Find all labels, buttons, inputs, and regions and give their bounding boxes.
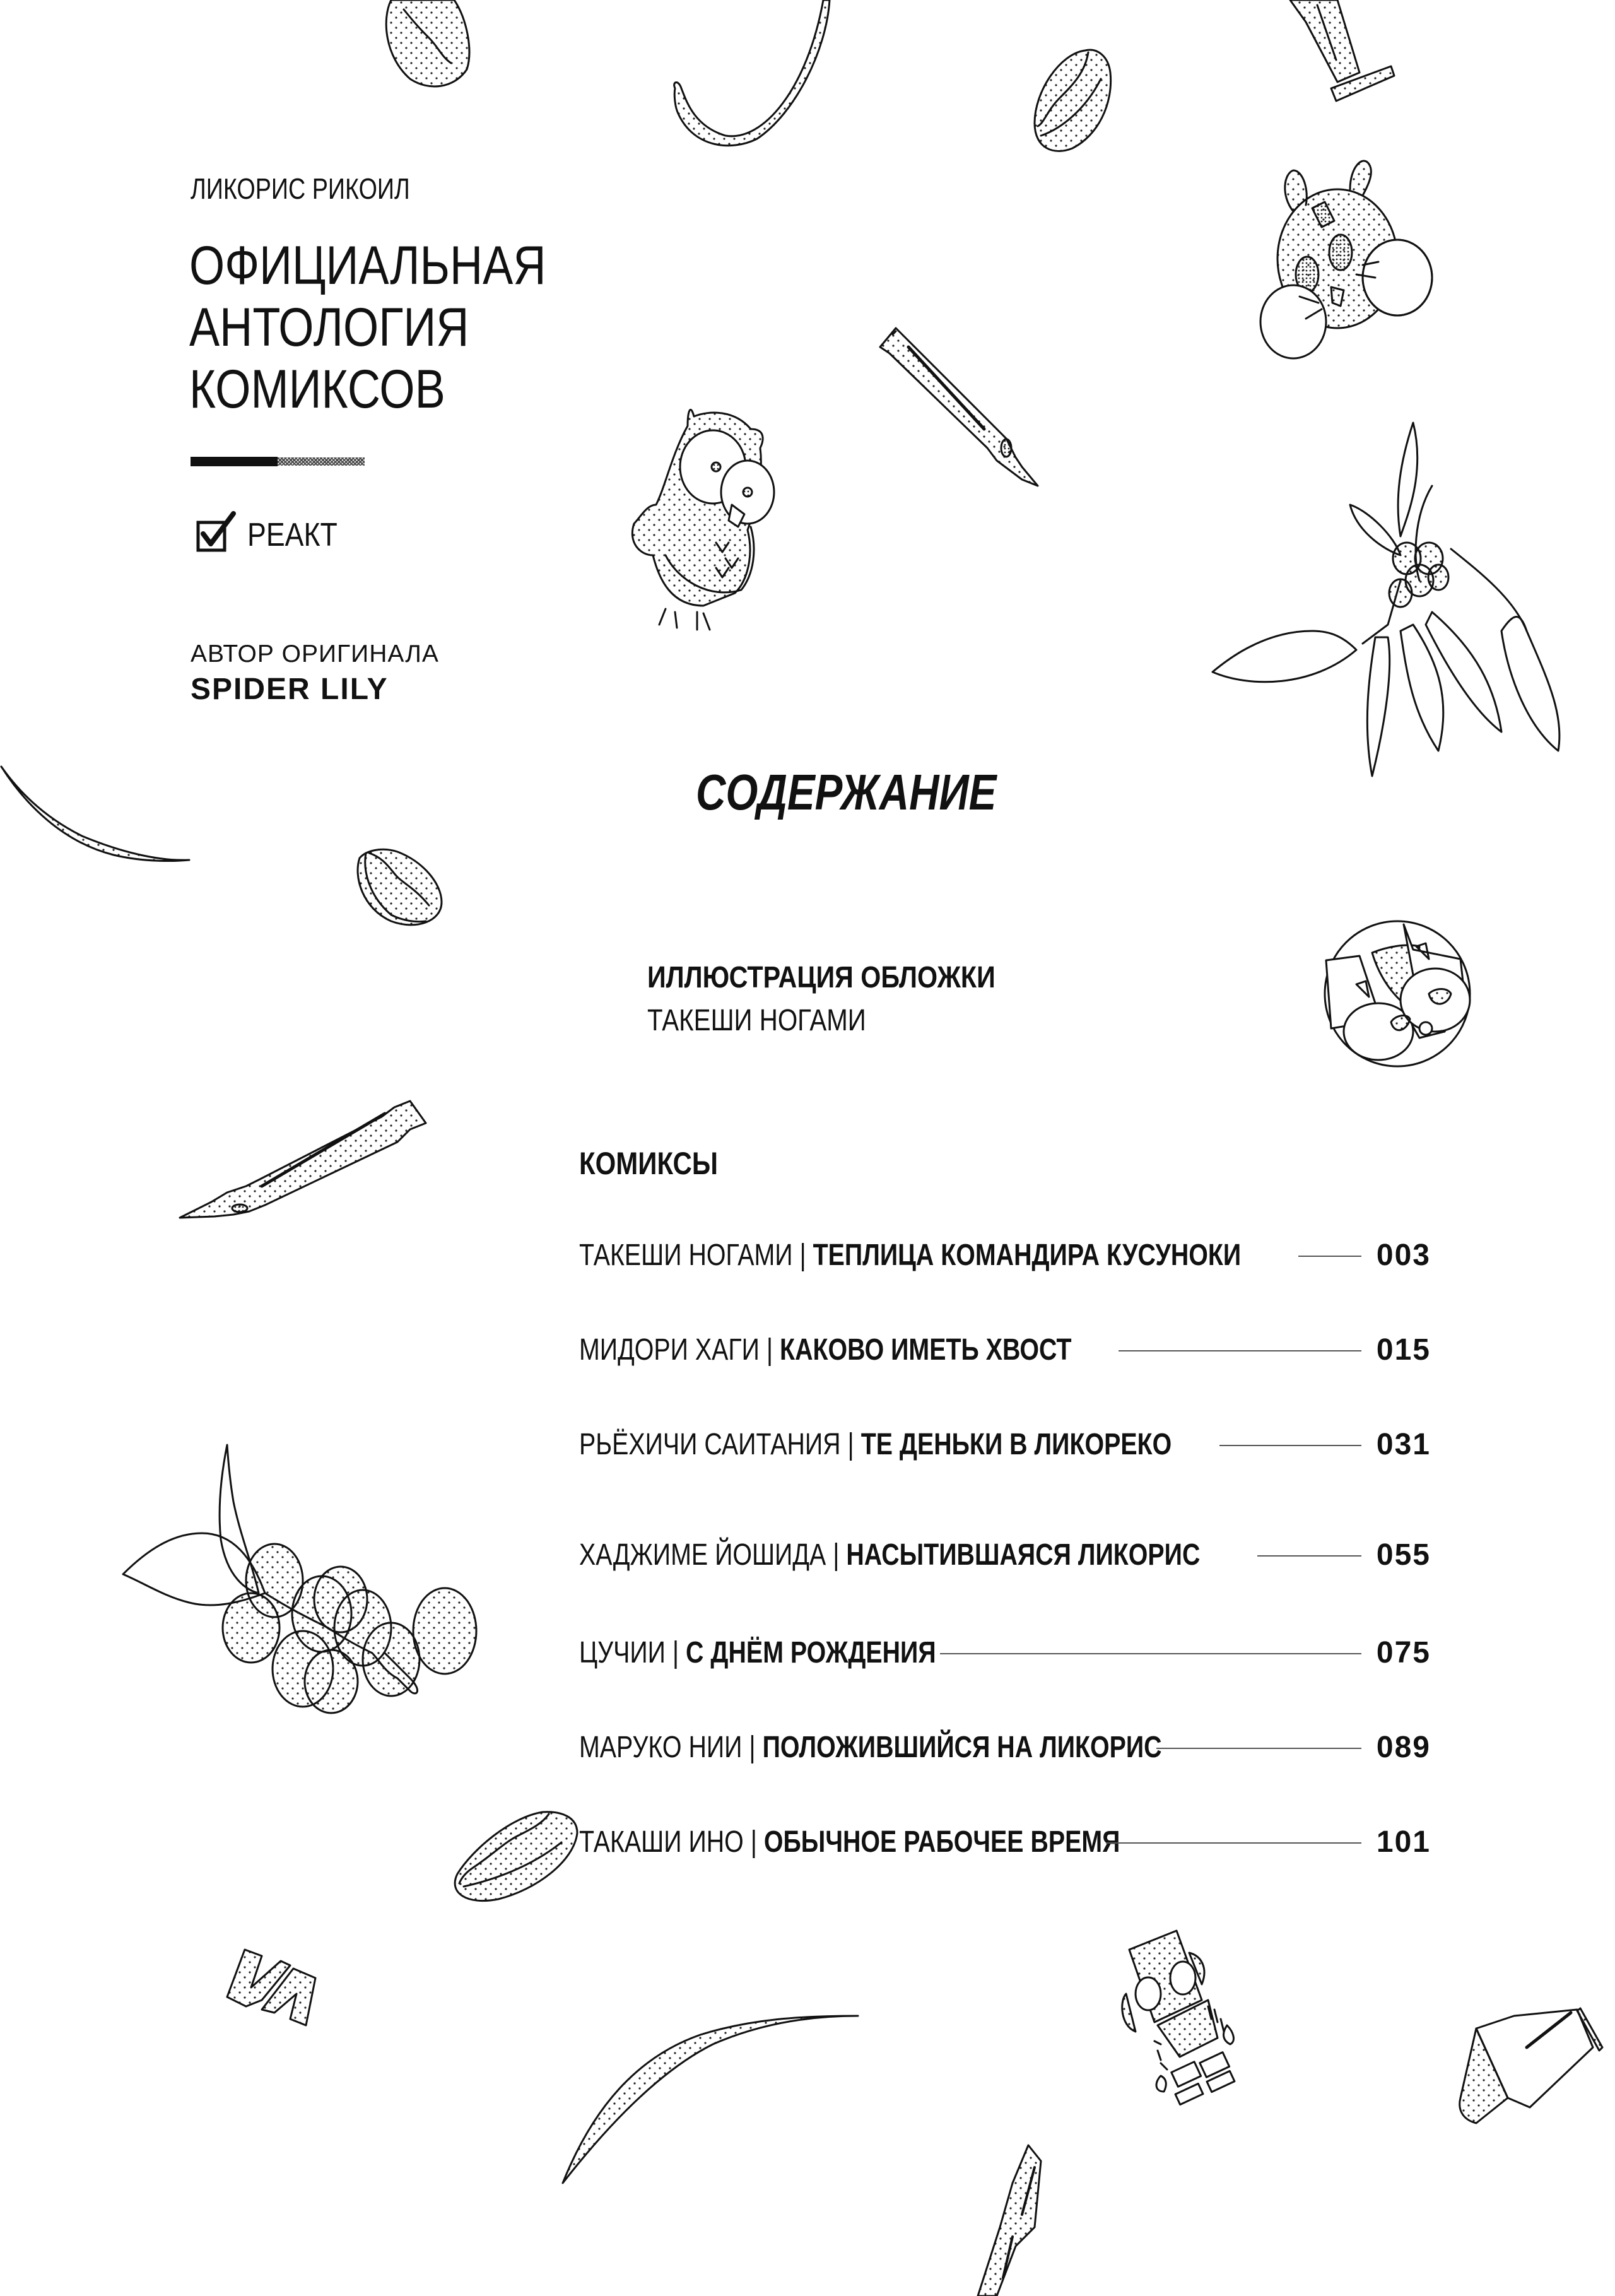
entry-separator: | bbox=[750, 1825, 757, 1859]
entry-author: МИДОРИ ХАГИ bbox=[579, 1333, 760, 1367]
coffee-bean-icon bbox=[353, 845, 448, 927]
coffee-branch-icon bbox=[1211, 423, 1602, 801]
original-author-label: АВТОР ОРИГИНАЛА bbox=[191, 640, 439, 668]
entry-page: 003 bbox=[1376, 1239, 1431, 1272]
entry-author: РЬЁХИЧИ САИТАНИЯ bbox=[579, 1428, 841, 1461]
entry-page: 075 bbox=[1376, 1636, 1431, 1669]
toc-entry[interactable] bbox=[579, 1333, 1431, 1370]
leaf-icon bbox=[561, 2000, 864, 2189]
divider-solid bbox=[191, 457, 278, 466]
cover-illustration-label bbox=[647, 960, 1052, 995]
title-divider bbox=[191, 456, 365, 468]
toc-entry[interactable] bbox=[579, 1538, 1431, 1575]
leader-line bbox=[940, 1653, 1361, 1654]
contents-heading-text: СОДЕРЖАНИЕ bbox=[696, 764, 997, 820]
coffee-branch-icon bbox=[114, 1439, 492, 1704]
contents-heading bbox=[696, 763, 1062, 821]
toc-entry[interactable] bbox=[579, 1427, 1431, 1465]
book-title-line: АНТОЛОГИЯ bbox=[189, 297, 469, 358]
leaf-icon bbox=[656, 0, 845, 155]
entry-separator: | bbox=[847, 1428, 854, 1461]
toc-entry[interactable] bbox=[579, 1825, 1431, 1863]
original-author-name: SPIDER LILY bbox=[191, 673, 389, 706]
entry-separator: | bbox=[833, 1538, 840, 1572]
leader-line bbox=[1257, 1555, 1361, 1557]
cover-illustration-artist-text: ТАКЕШИ НОГАМИ bbox=[647, 1004, 866, 1037]
react-label: РЕАКТ bbox=[247, 517, 338, 553]
entry-author: ХАДЖИМЕ ЙОШИДА bbox=[579, 1538, 826, 1572]
leader-line bbox=[1298, 1256, 1361, 1257]
cat-badge-icon bbox=[1318, 915, 1476, 1073]
pen-icon bbox=[871, 303, 1085, 511]
entry-author: ТАКАШИ ИНО bbox=[579, 1825, 744, 1859]
marker-icon bbox=[978, 2145, 1091, 2296]
entry-title: НАСЫТИВШАЯСЯ ЛИКОРИС bbox=[846, 1538, 1201, 1572]
book-title-line: ОФИЦИАЛЬНАЯ bbox=[189, 235, 546, 296]
owl-icon bbox=[621, 391, 836, 644]
entry-author: ТАКЕШИ НОГАМИ bbox=[579, 1239, 793, 1272]
toc-entry[interactable] bbox=[579, 1635, 1431, 1673]
coffee-bean-icon bbox=[1028, 47, 1117, 158]
entry-page: 089 bbox=[1376, 1731, 1431, 1764]
leader-line bbox=[1219, 1445, 1361, 1446]
entry-title: ТЕПЛИЦА КОМАНДИРА КУСУНОКИ bbox=[813, 1239, 1242, 1272]
cover-illustration-artist bbox=[647, 1003, 908, 1038]
robot-icon bbox=[1066, 1931, 1255, 2101]
leader-line bbox=[1119, 1350, 1361, 1351]
book-title bbox=[189, 235, 614, 420]
entry-separator: | bbox=[749, 1731, 756, 1764]
entry-title: ОБЫЧНОЕ РАБОЧЕЕ ВРЕМЯ bbox=[763, 1825, 1120, 1859]
entry-author: ЦУЧИИ bbox=[579, 1636, 666, 1669]
cover-illustration-label-text: ИЛЛЮСТРАЦИЯ ОБЛОЖКИ bbox=[647, 961, 995, 994]
series-name bbox=[191, 172, 458, 206]
entry-title: ТЕ ДЕНЬКИ В ЛИКОРЕКО bbox=[860, 1428, 1172, 1461]
entry-separator: | bbox=[799, 1239, 806, 1272]
entry-separator: | bbox=[766, 1333, 773, 1367]
entry-page: 031 bbox=[1376, 1428, 1431, 1461]
entry-separator: | bbox=[672, 1636, 679, 1669]
entry-page: 055 bbox=[1376, 1538, 1431, 1572]
toc-entry[interactable] bbox=[579, 1730, 1431, 1768]
leader-line bbox=[1106, 1842, 1361, 1844]
divider-hatch bbox=[278, 457, 365, 466]
entry-page: 015 bbox=[1376, 1333, 1431, 1367]
entry-title: ПОЛОЖИВШИЙСЯ НА ЛИКОРИС bbox=[762, 1731, 1162, 1764]
squirrel-icon bbox=[1255, 151, 1445, 360]
coffee-bean-icon bbox=[379, 0, 479, 95]
leader-line bbox=[1156, 1748, 1361, 1749]
series-name-text: ЛИКОРИС РИКОИЛ bbox=[191, 172, 410, 205]
logo-mark-icon bbox=[227, 1950, 416, 2044]
toc-entry[interactable] bbox=[579, 1238, 1431, 1276]
marker-icon bbox=[1287, 0, 1432, 117]
book-title-line: КОМИКСОВ bbox=[189, 359, 445, 420]
coffee-bean-icon bbox=[448, 1811, 587, 1905]
leaf-icon bbox=[0, 767, 196, 868]
entry-page: 101 bbox=[1376, 1825, 1431, 1859]
comics-section-label-text: КОМИКСЫ bbox=[579, 1146, 719, 1181]
comics-section-label bbox=[579, 1145, 744, 1182]
checkbox-checked-icon bbox=[196, 509, 240, 553]
entry-title: КАКОВО ИМЕТЬ ХВОСТ bbox=[780, 1333, 1072, 1367]
entry-author: МАРУКО НИИ bbox=[579, 1731, 743, 1764]
pen-icon bbox=[177, 1073, 429, 1224]
entry-title: С ДНЁМ РОЖДЕНИЯ bbox=[686, 1636, 936, 1669]
eraser-icon bbox=[1451, 1997, 1609, 2129]
